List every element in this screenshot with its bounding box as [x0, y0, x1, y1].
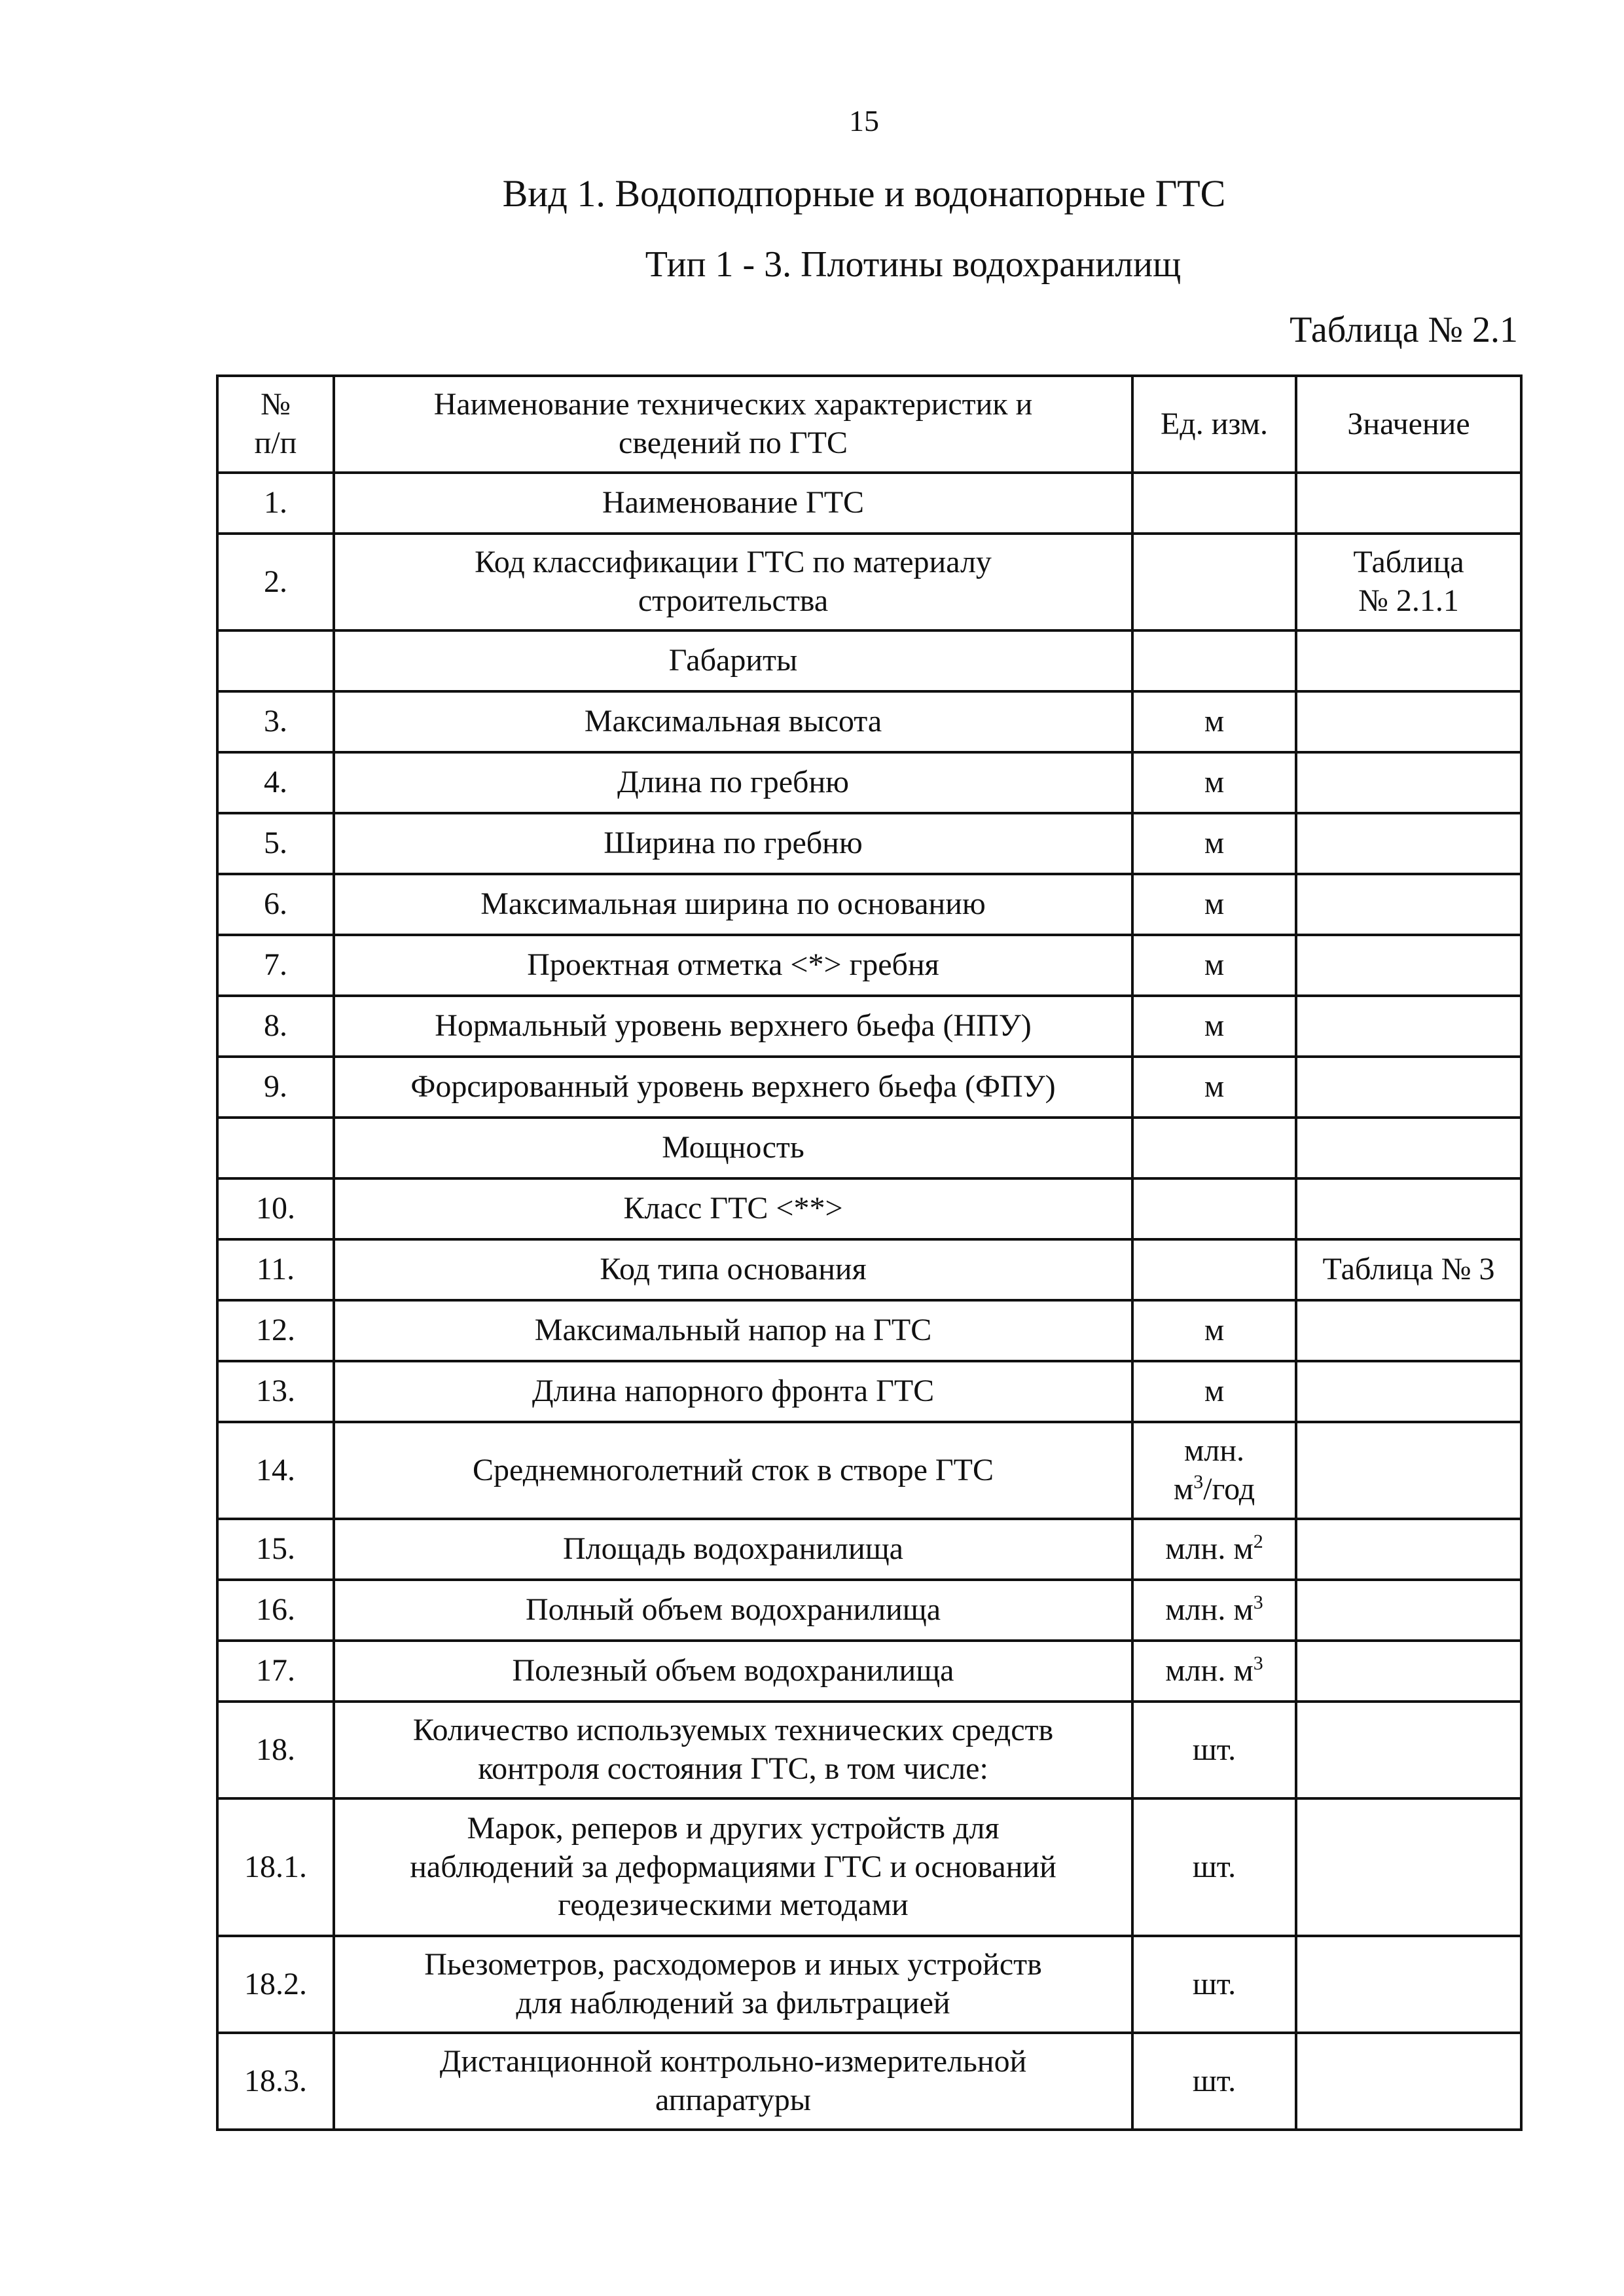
- unit-text: млн. м: [1165, 1592, 1254, 1628]
- table-row: [217, 1519, 1521, 1580]
- unit-text: шт.: [1192, 1966, 1236, 2001]
- header-num: № п/п: [217, 376, 334, 473]
- table-row: [217, 630, 1521, 691]
- cell-value: [1296, 473, 1521, 534]
- cell-name: Площадь водохранилища: [334, 1519, 1132, 1580]
- table-row: [217, 1239, 1521, 1300]
- cell-name: Марок, реперов и других устройств для наблюдений за деформациями ГТС и оснований геодезическими методами: [334, 1798, 1132, 1936]
- cell-unit: [1132, 1798, 1296, 1936]
- unit-superscript: 2: [1253, 1531, 1263, 1553]
- cell-num: 5.: [217, 813, 334, 874]
- table-row: [217, 752, 1521, 813]
- specs-table: [216, 374, 1523, 2131]
- cell-value: [1296, 630, 1521, 691]
- table-row: [217, 1361, 1521, 1422]
- unit-text: млн. м: [1165, 1531, 1254, 1567]
- cell-unit: [1132, 2033, 1296, 2130]
- header-unit: Ед. изм.: [1132, 376, 1296, 473]
- cell-num: 9.: [217, 1057, 334, 1118]
- cell-num: 14.: [217, 1422, 334, 1519]
- cell-unit: [1132, 1580, 1296, 1641]
- cell-num: 13.: [217, 1361, 334, 1422]
- cell-num: [217, 630, 334, 691]
- table-row: [217, 813, 1521, 874]
- cell-value: [1296, 935, 1521, 996]
- cell-num: [217, 1118, 334, 1178]
- cell-name: Длина по гребню: [334, 752, 1132, 813]
- cell-unit: [1132, 1641, 1296, 1702]
- cell-unit: [1132, 473, 1296, 534]
- cell-num: 11.: [217, 1239, 334, 1300]
- cell-num: 15.: [217, 1519, 334, 1580]
- cell-name: Класс ГТС <**>: [334, 1178, 1132, 1239]
- cell-unit: [1132, 691, 1296, 752]
- cell-name: Максимальная ширина по основанию: [334, 874, 1132, 935]
- cell-num: 16.: [217, 1580, 334, 1641]
- cell-value: Таблица № 2.1.1: [1296, 534, 1521, 630]
- cell-unit: [1132, 996, 1296, 1057]
- table-row: [217, 473, 1521, 534]
- cell-value: [1296, 1519, 1521, 1580]
- document-title: Вид 1. Водоподпорные и водонапорные ГТС: [502, 172, 1226, 215]
- table-row: [217, 2033, 1521, 2130]
- cell-value: [1296, 874, 1521, 935]
- cell-name: Мощность: [334, 1118, 1132, 1178]
- cell-num: 17.: [217, 1641, 334, 1702]
- table-row: [217, 996, 1521, 1057]
- document-subtitle: Тип 1 - 3. Плотины водохранилищ: [645, 244, 1182, 285]
- cell-value: [1296, 1178, 1521, 1239]
- cell-unit: [1132, 1057, 1296, 1118]
- cell-name: Количество используемых технических средств контроля состояния ГТС, в том числе:: [334, 1702, 1132, 1798]
- cell-value: [1296, 1936, 1521, 2033]
- table-row: [217, 874, 1521, 935]
- cell-unit: [1132, 1178, 1296, 1239]
- cell-unit: [1132, 1422, 1296, 1519]
- unit-text: м: [1204, 1008, 1225, 1044]
- cell-value: [1296, 752, 1521, 813]
- cell-name: Нормальный уровень верхнего бьефа (НПУ): [334, 996, 1132, 1057]
- unit-text: млн. м: [1173, 1433, 1244, 1506]
- page-number: 15: [849, 104, 879, 137]
- table-row: [217, 691, 1521, 752]
- cell-num: 7.: [217, 935, 334, 996]
- table-row: [217, 1798, 1521, 1936]
- table-row: [217, 1702, 1521, 1798]
- cell-unit: [1132, 1118, 1296, 1178]
- cell-name: Ширина по гребню: [334, 813, 1132, 874]
- cell-value: [1296, 813, 1521, 874]
- table-caption: Таблица № 2.1: [1290, 310, 1518, 350]
- cell-value: [1296, 2033, 1521, 2130]
- cell-num: 4.: [217, 752, 334, 813]
- cell-num: 6.: [217, 874, 334, 935]
- cell-num: 18.: [217, 1702, 334, 1798]
- cell-value: [1296, 1641, 1521, 1702]
- cell-unit: [1132, 1239, 1296, 1300]
- table-row: [217, 1422, 1521, 1519]
- unit-text: м: [1204, 886, 1225, 922]
- cell-num: 18.1.: [217, 1798, 334, 1936]
- table-row: [217, 1178, 1521, 1239]
- unit-text: шт.: [1192, 1849, 1236, 1884]
- table-row: [217, 1057, 1521, 1118]
- cell-num: 18.3.: [217, 2033, 334, 2130]
- header-name: Наименование технических характеристик и сведений по ГТС: [334, 376, 1132, 473]
- unit-text: м: [1204, 947, 1225, 983]
- table-row: [217, 1580, 1521, 1641]
- unit-text: м: [1204, 1374, 1225, 1409]
- cell-value: [1296, 1300, 1521, 1361]
- unit-text: млн. м: [1165, 1653, 1254, 1688]
- unit-text: м: [1204, 1069, 1225, 1104]
- table-row: [217, 935, 1521, 996]
- unit-superscript: 3: [1253, 1652, 1263, 1675]
- cell-value: [1296, 1057, 1521, 1118]
- cell-value: Таблица № 3: [1296, 1239, 1521, 1300]
- cell-num: 8.: [217, 996, 334, 1057]
- table-row: [217, 1118, 1521, 1178]
- cell-unit: [1132, 534, 1296, 630]
- cell-name: Полный объем водохранилища: [334, 1580, 1132, 1641]
- cell-name: Дистанционной контрольно-измерительной аппаратуры: [334, 2033, 1132, 2130]
- cell-name: Максимальный напор на ГТС: [334, 1300, 1132, 1361]
- cell-name: Код классификации ГТС по материалу строительства: [334, 534, 1132, 630]
- unit-suffix: /год: [1203, 1472, 1255, 1506]
- unit-superscript: 3: [1193, 1471, 1204, 1493]
- cell-num: 12.: [217, 1300, 334, 1361]
- table-row: [217, 1300, 1521, 1361]
- cell-unit: [1132, 1702, 1296, 1798]
- cell-name: Габариты: [334, 630, 1132, 691]
- cell-unit: [1132, 874, 1296, 935]
- cell-name: Среднемноголетний сток в створе ГТС: [334, 1422, 1132, 1519]
- cell-name: Максимальная высота: [334, 691, 1132, 752]
- cell-value: [1296, 1422, 1521, 1519]
- table-row: [217, 1641, 1521, 1702]
- cell-unit: [1132, 1300, 1296, 1361]
- cell-num: 1.: [217, 473, 334, 534]
- cell-value: [1296, 996, 1521, 1057]
- unit-text: шт.: [1192, 2063, 1236, 2098]
- table-header-row: [217, 376, 1521, 473]
- cell-unit: [1132, 1936, 1296, 2033]
- cell-name: Наименование ГТС: [334, 473, 1132, 534]
- unit-text: м: [1204, 1313, 1225, 1348]
- cell-value: [1296, 1702, 1521, 1798]
- cell-unit: [1132, 1519, 1296, 1580]
- cell-unit: [1132, 630, 1296, 691]
- cell-value: [1296, 1118, 1521, 1178]
- cell-value: [1296, 1798, 1521, 1936]
- table-body: [217, 473, 1521, 2130]
- cell-unit: [1132, 813, 1296, 874]
- cell-unit: [1132, 935, 1296, 996]
- cell-name: Проектная отметка <*> гребня: [334, 935, 1132, 996]
- cell-num: 18.2.: [217, 1936, 334, 2033]
- cell-num: 2.: [217, 534, 334, 630]
- table-row: [217, 534, 1521, 630]
- cell-unit: [1132, 752, 1296, 813]
- cell-name: Пьезометров, расходомеров и иных устройств для наблюдений за фильтрацией: [334, 1936, 1132, 2033]
- cell-name: Длина напорного фронта ГТС: [334, 1361, 1132, 1422]
- cell-value: [1296, 691, 1521, 752]
- cell-name: Форсированный уровень верхнего бьефа (ФПУ): [334, 1057, 1132, 1118]
- cell-value: [1296, 1361, 1521, 1422]
- unit-text: шт.: [1192, 1732, 1236, 1767]
- cell-name: Код типа основания: [334, 1239, 1132, 1300]
- cell-unit: [1132, 1361, 1296, 1422]
- cell-num: 3.: [217, 691, 334, 752]
- table-row: [217, 1936, 1521, 2033]
- unit-text: м: [1204, 765, 1225, 800]
- cell-num: 10.: [217, 1178, 334, 1239]
- cell-name: Полезный объем водохранилища: [334, 1641, 1132, 1702]
- unit-text: м: [1204, 704, 1225, 739]
- cell-value: [1296, 1580, 1521, 1641]
- header-value: Значение: [1296, 376, 1521, 473]
- unit-text: м: [1204, 826, 1225, 861]
- unit-superscript: 3: [1253, 1592, 1263, 1614]
